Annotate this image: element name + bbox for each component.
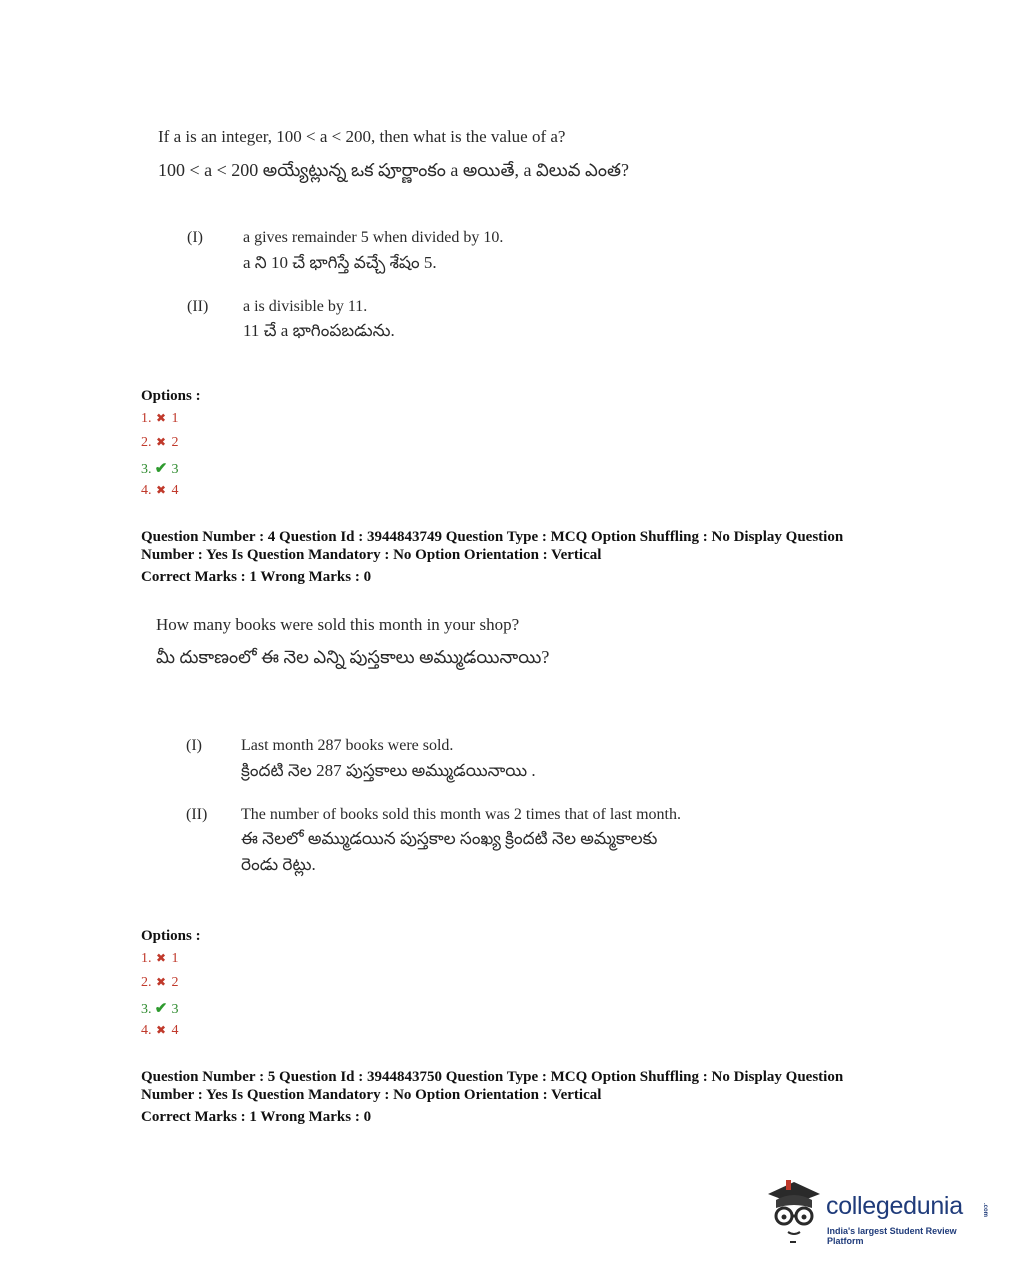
- wrong-mark-icon: ✖: [155, 951, 167, 965]
- brand-suffix: .com: [982, 1203, 988, 1218]
- q4-metadata: [141, 528, 901, 564]
- q4-option-4: 4. ✖ 4: [141, 1023, 179, 1038]
- q4-meta-line-1: Question Number : 4 Question Id : 3944843749 Question Type : MCQ Option Shuffling : No Display Question: [141, 529, 844, 545]
- q4-meta-line-2: Number : Yes Is Question Mandatory : No Option Orientation : Vertical: [141, 547, 602, 563]
- q3-question-en: If a is an integer, 100 < a < 200, then what is the value of a?: [158, 127, 566, 146]
- q3-statement-2-te: 11 చే a భాగింపబడును.: [243, 321, 395, 340]
- q4-option-2: 2. ✖ 2: [141, 975, 179, 990]
- wrong-mark-icon: ✖: [155, 411, 167, 425]
- wrong-mark-icon: ✖: [155, 1023, 167, 1037]
- check-mark-icon: ✔: [154, 461, 168, 477]
- q5-metadata: [141, 1068, 901, 1104]
- wrong-mark-icon: ✖: [155, 975, 167, 989]
- q4-statement-1-en: Last month 287 books were sold.: [241, 737, 454, 754]
- student-mascot-icon: [764, 1176, 824, 1246]
- brand-name: collegedunia: [826, 1192, 963, 1220]
- q3-option-1: 1. ✖ 1: [141, 411, 179, 426]
- brand-tagline: India's largest Student Review Platform: [827, 1226, 957, 1246]
- q3-option-4: 4. ✖ 4: [141, 483, 179, 498]
- collegedunia-logo: [764, 1176, 994, 1246]
- q3-statement-2-en: a is divisible by 11.: [243, 298, 368, 315]
- q3-statement-1-te: a ని 10 చే భాగిస్తే వచ్చే శేషం 5.: [243, 253, 437, 272]
- q5-meta-line-1: Question Number : 5 Question Id : 3944843750 Question Type : MCQ Option Shuffling : No Display Question: [141, 1069, 844, 1085]
- q4-option-3: 3. ✔ 3: [141, 1001, 179, 1017]
- q4-statement-2-en: The number of books sold this month was 2 times that of last month.: [241, 806, 681, 823]
- q4-question-en: How many books were sold this month in your shop?: [156, 615, 520, 634]
- q4-marks: Correct Marks : 1 Wrong Marks : 0: [141, 569, 372, 585]
- q4-options-list: [141, 951, 179, 1047]
- q4-options-label: Options :: [141, 928, 201, 944]
- q3-statement-1-number: (I): [187, 229, 203, 246]
- q3-question-te: 100 < a < 200 అయ్యేట్లున్న ఒక పూర్ణాంకం a అయితే, a విలువ ఎంత?: [158, 160, 629, 180]
- q4-option-1: 1. ✖ 1: [141, 951, 179, 966]
- q4-statement-2-te: ఈ నెలలో అమ్ముడయిన పుస్తకాల సంఖ్య క్రిందటి నెల అమ్మకాలకు: [241, 829, 658, 848]
- q4-statement-2-number: (II): [186, 806, 208, 823]
- q3-options-list: [141, 411, 179, 507]
- q3-option-2: 2. ✖ 2: [141, 435, 179, 450]
- q3-options-label: Options :: [141, 388, 201, 404]
- q5-meta-line-2: Number : Yes Is Question Mandatory : No Option Orientation : Vertical: [141, 1087, 602, 1103]
- q5-marks: Correct Marks : 1 Wrong Marks : 0: [141, 1109, 372, 1125]
- q4-statement-2-te-cont: రెండు రెట్లు.: [241, 855, 316, 874]
- q4-statement-1-te: క్రిందటి నెల 287 పుస్తకాలు అమ్ముడయినాయి .: [241, 761, 536, 780]
- wrong-mark-icon: ✖: [155, 435, 167, 449]
- q4-statement-1-number: (I): [186, 737, 202, 754]
- q3-statement-2-number: (II): [187, 298, 209, 315]
- q4-question-te: మీ దుకాణంలో ఈ నెల ఎన్ని పుస్తకాలు అమ్ముడయినాయి?: [156, 647, 550, 667]
- wrong-mark-icon: ✖: [155, 483, 167, 497]
- q3-statement-1-en: a gives remainder 5 when divided by 10.: [243, 229, 504, 246]
- check-mark-icon: ✔: [154, 1001, 168, 1017]
- q3-option-3: 3. ✔ 3: [141, 461, 179, 477]
